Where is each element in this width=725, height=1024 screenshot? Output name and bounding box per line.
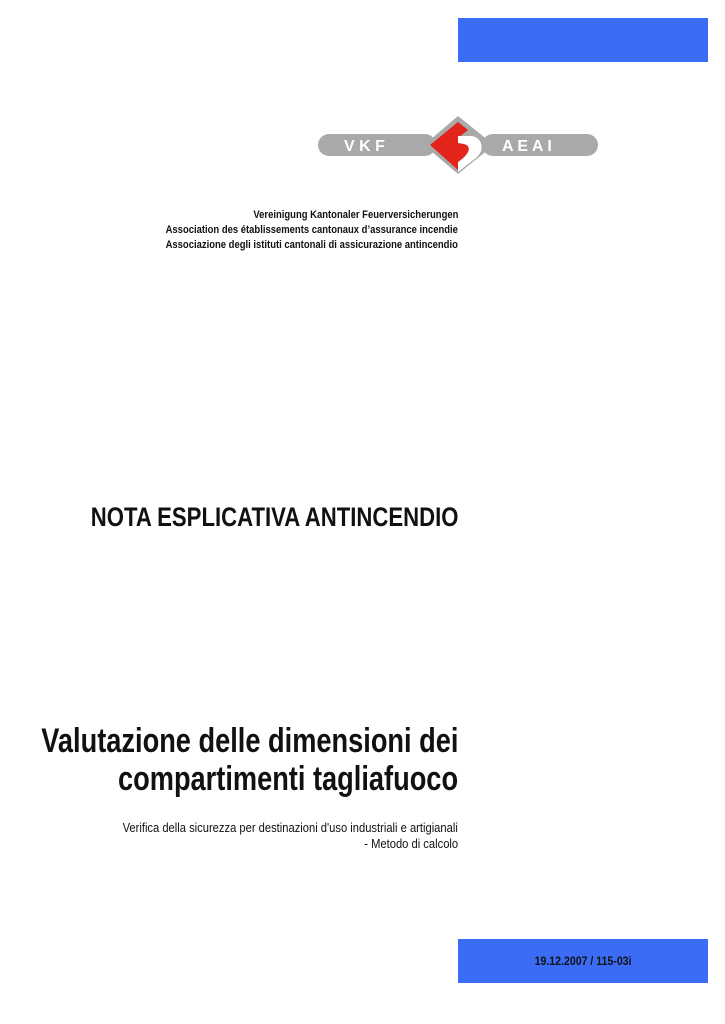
logo-text-aeai: A E A I: [502, 138, 552, 155]
document-title-line-1: Valutazione delle dimensioni dei: [40, 722, 458, 760]
top-accent-bar: [458, 18, 708, 62]
document-subtitle-line-2: - Metodo di calcolo: [364, 836, 458, 851]
footer-accent-bar: [458, 939, 708, 983]
vkf-aeai-logo: [318, 112, 598, 178]
document-subtitle-line-1: Verifica della sicurezza per destinazioni d'uso industriali e artigianali: [122, 820, 458, 835]
document-heading: NOTA ESPLICATIVA ANTINCENDIO: [90, 502, 458, 532]
logo-text-vkf: V K F: [344, 138, 385, 155]
association-name-fr: Association des établissements cantonaux d’assurance incendie: [165, 224, 458, 236]
association-name-de: Vereinigung Kantonaler Feuerversicherungen: [252, 209, 458, 221]
document-date-code: 19.12.2007 / 115-03i: [534, 954, 632, 968]
association-name-it: Associazione degli istituti cantonali di assicurazione antincendio: [165, 239, 458, 251]
document-title-line-2: compartimenti tagliafuoco: [117, 760, 458, 798]
